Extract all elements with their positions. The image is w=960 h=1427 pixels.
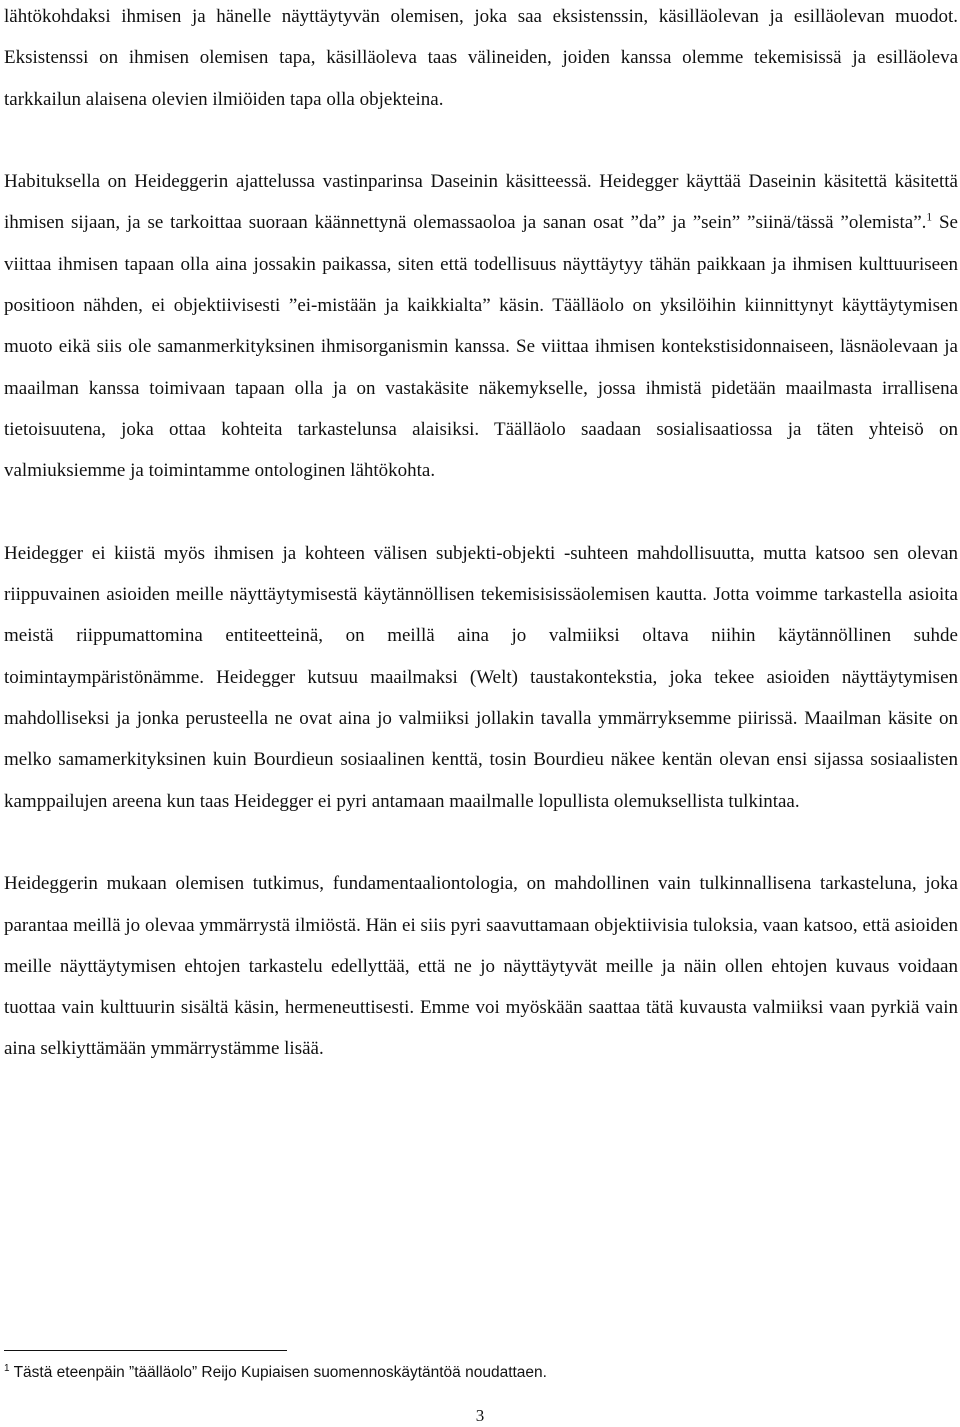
paragraph-2-text-before: Habituksella on Heideggerin ajattelussa vastinparinsa Daseinin käsitteessä. Heidegger käyttää Daseinin käsitettä käsitettä ihmisen sijaan, ja se tarkoittaa suoraan käännettynä olemassaoloa ja sanan osat ”da” ja ”sein” ”siinä/tässä ”olemista”. xyxy=(4,171,958,234)
paragraph-3: Heidegger ei kiistä myös ihmisen ja kohteen välisen subjekti-objekti -suhteen mahdollisuutta, mutta katsoo sen olevan riippuvainen asioiden meille näyttäytymisestä käytännöllisen tekemisisissäolemisen kautta. Jotta voimme tarkastella asioita meistä riippumattomina entiteetteinä, on meillä aina jo valmiiksi oltava niihin käytännöllinen suhde toimintaympäristönämme. Heidegger kutsuu maailmaksi (Welt) taustakontekstia, joka tekee asioiden näyttäytymisen mahdolliseksi ja jonka perusteella ne ovat aina jo valmiiksi jollakin tavalla ymmärryksemme piirissä. Maailman käsite on melko samamerkityksinen kuin Bourdieun sosiaalinen kenttä, tosin Bourdieu näkee kentän olevan ensi sijassa sosiaalisten kamppailujen areena kun taas Heidegger ei pyri antamaan maailmalle lopullista olemuksellista tulkintaa. xyxy=(4,542,958,812)
paragraph-2 xyxy=(4,161,958,491)
footnote-separator xyxy=(4,1350,287,1351)
body-text xyxy=(4,0,958,1070)
page-number: 3 xyxy=(475,1406,485,1425)
paragraph-1: lähtökohdaksi ihmisen ja hänelle näyttäytyvän olemisen, joka saa eksistenssin, käsilläolevan ja esilläolevan muodot. Eksistenssi on ihmisen olemisen tapa, käsilläoleva taas välineiden, joiden kanssa olemme tekemisissä ja esilläoleva tarkkailun alaisena olevien ilmiöiden tapa olla objekteina. xyxy=(4,6,958,110)
footnote xyxy=(4,1360,954,1386)
footnote-reference: 1 xyxy=(926,212,933,225)
footnote-number: 1 xyxy=(4,1362,10,1374)
footnote-text: Tästä eteenpäin ”täälläolo” Reijo Kupiaisen suomennoskäytäntöä noudattaen. xyxy=(9,1364,547,1381)
paragraph-2-text-after: Se viittaa ihmisen tapaan olla aina jossakin paikassa, siten että todellisuus näyttäytyy tähän paikkaan ja ihmisen kulttuuriseen positioon nähden, ei objektiivisesti ”ei-mistään ja kaikkialta” käsin. Täälläolo on yksilöihin kiinnittynyt käyttäytymisen muoto eikä siis ole samanmerkityksinen ihmisorganismin kanssa. Se viittaa ihmisen kontekstisidonnaiseen, läsnäolevaan ja maailman kanssa toimivaan tapaan olla ja on vastakäsite näkemykselle, jossa ihmistä pidetään maailmasta irrallisena tietoisuutena, joka ottaa kohteita tarkastelunsa alaisiksi. Täälläolo saadaan sosialisaatiossa ja täten yhteisö on valmiuksiemme ja toimintamme ontologinen lähtökohta. xyxy=(4,212,958,482)
paragraph-4: Heideggerin mukaan olemisen tutkimus, fundamentaaliontologia, on mahdollinen vain tulkinnallisena tarkasteluna, joka parantaa meillä jo olevaa ymmärrystä ilmiöstä. Hän ei siis pyri saavuttamaan objektiivisia tuloksia, vaan katsoo, että asioiden meille näyttäytymisen ehtojen tarkastelu edellyttää, että ne jo näyttäytyvät meille ja näin ollen ehtojen kuvaus voidaan tuottaa vain kulttuurin sisältä käsin, hermeneuttisesti. Emme voi myöskään saattaa tätä kuvausta valmiiksi vaan pyrkiä vain aina selkiyttämään ymmärrystämme lisää. xyxy=(4,873,958,1060)
